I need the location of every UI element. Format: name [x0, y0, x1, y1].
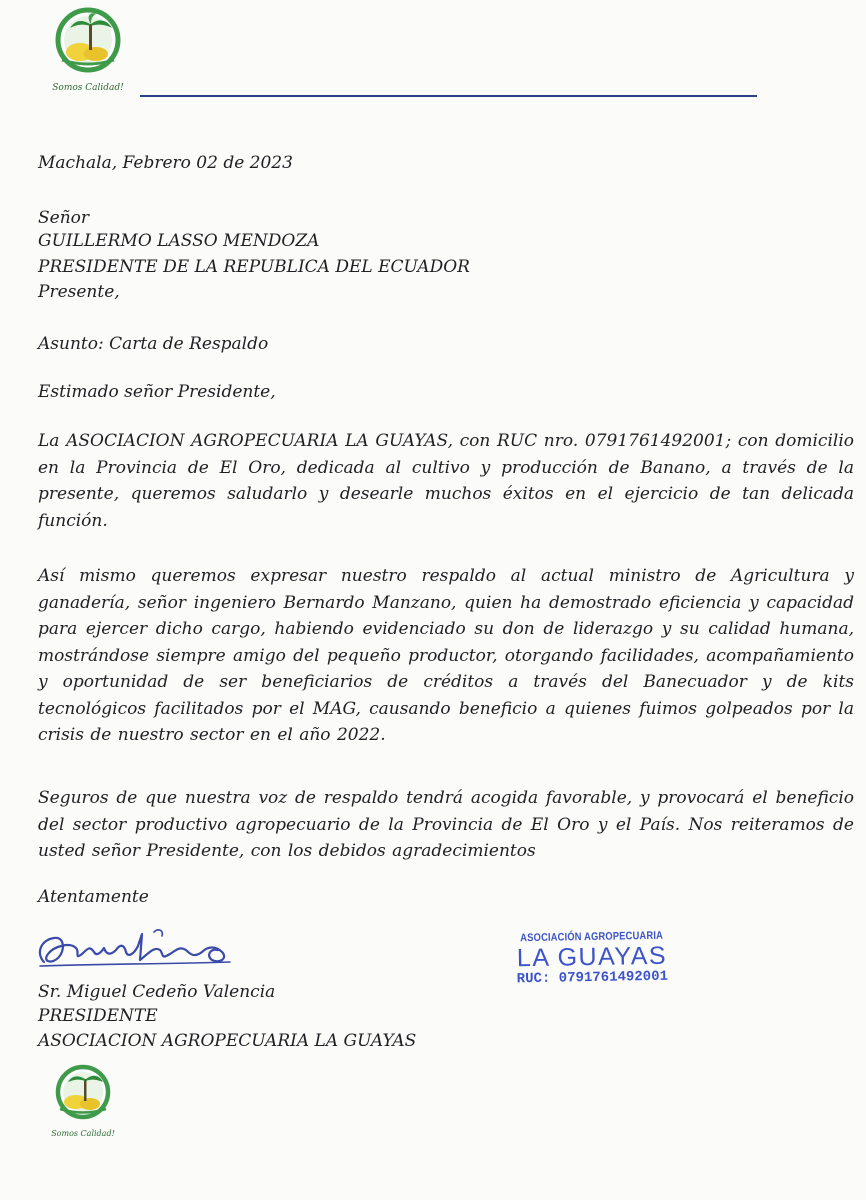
stamp-line-ruc: RUC: 0791761492001 — [516, 968, 669, 988]
palm-tree-logo-icon — [40, 4, 136, 100]
signer-title: PRESIDENTE — [38, 1006, 158, 1026]
signer-organization: ASOCIACION AGROPECUARIA LA GUAYAS — [38, 1031, 417, 1051]
association-stamp — [492, 928, 693, 987]
paragraph-3: Seguros de que nuestra voz de respaldo tendrá acogida favorable, y provocará el beneficio del sector productivo agropecuario de la Provincia de El Oro y el País. Nos reiteramos de usted señor Presidente, con los debidos agradecimientos — [38, 788, 854, 861]
logo-tagline-bottom: Somos Calidad! — [51, 1129, 115, 1138]
subject-line: Asunto: Carta de Respaldo — [38, 334, 269, 354]
paragraph-1: La ASOCIACION AGROPECUARIA LA GUAYAS, con RUC nro. 0791761492001; con domicilio en la Provincia de El Oro, dedicada al cultivo y producción de Banano, a través de la presente, queremos saludarlo y desearle muchos éxitos en el ejercicio de tan delicada función. — [38, 431, 854, 531]
association-logo-bottom — [30, 1062, 136, 1146]
presente-line: Presente, — [38, 282, 120, 302]
palm-tree-logo-icon — [30, 1062, 136, 1146]
greeting-line: Estimado señor Presidente, — [38, 382, 276, 402]
stamp-line-association: ASOCIACIÓN AGROPECUARIA — [520, 929, 664, 945]
logo-tagline: Somos Calidad! — [52, 83, 124, 93]
header-divider — [140, 95, 757, 97]
paragraph-2: Así mismo queremos expresar nuestro respaldo al actual ministro de Agricultura y ganadería, señor ingeniero Bernardo Manzano, quien ha demostrado eficiencia y capacidad para ejercer dicho cargo, habiendo evidenciado su don de liderazgo y su calidad humana, mostrándose siempre amigo del pequeño productor, otorgando facilidades, acompañamiento y oportunidad de ser beneficiarios de créditos a través del Banecuador y de kits tecnológicos facilitados por el MAG, causando beneficio a quienes fuimos golpeados por la crisis de nuestro sector en el año 2022. — [38, 566, 854, 745]
letter-date: Machala, Febrero 02 de 2023 — [38, 153, 293, 173]
closing-line: Atentamente — [38, 887, 149, 907]
stamp-line-name: LA GUAYAS — [516, 941, 668, 973]
recipient-title: PRESIDENTE DE LA REPUBLICA DEL ECUADOR — [38, 257, 470, 277]
signer-name: Sr. Miguel Cedeño Valencia — [38, 982, 276, 1002]
salutation: Señor — [38, 208, 90, 228]
handwritten-signature — [30, 924, 250, 974]
association-logo-top — [40, 4, 136, 100]
recipient-name: GUILLERMO LASSO MENDOZA — [38, 231, 320, 251]
